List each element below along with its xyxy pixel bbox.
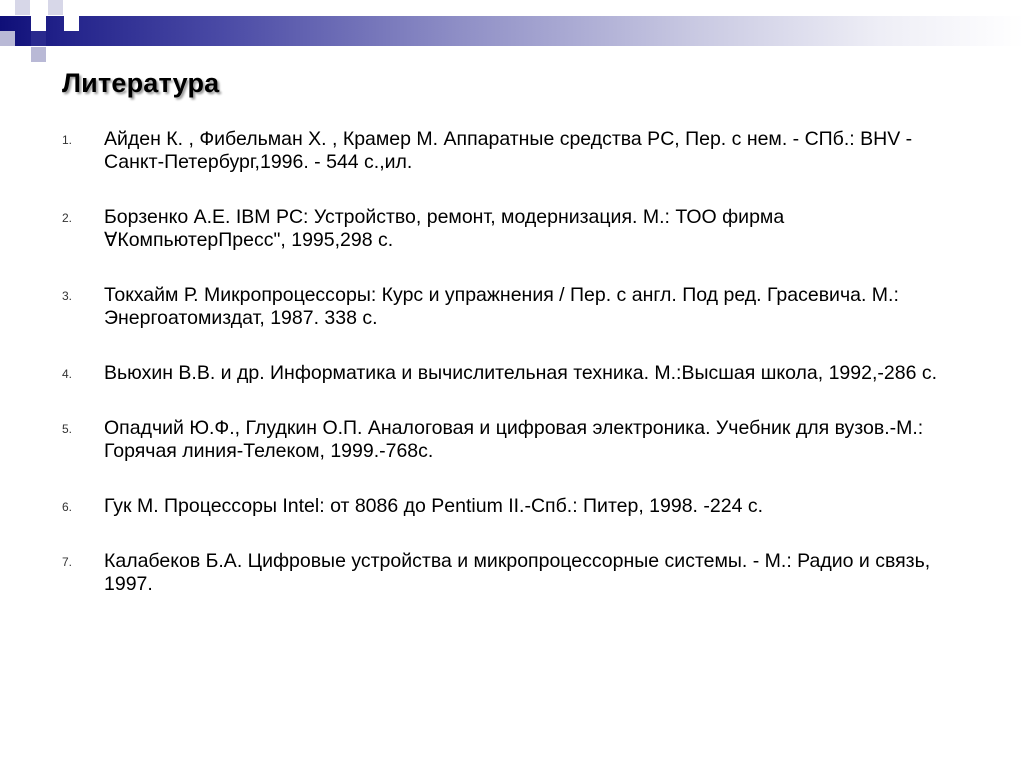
reference-text: Борзенко А.Е. IBM PC: Устройство, ремонт, модернизация. М.: ТОО фирма ∀КомпьютерПресс", 1995,298 с. bbox=[104, 206, 785, 251]
reference-text: Гук М. Процессоры Intel: от 8086 до Pentium II.-Спб.: Питер, 1998. -224 с. bbox=[104, 495, 764, 517]
reference-text: Опадчий Ю.Ф., Глудкин О.П. Аналоговая и цифровая электроника. Учебник для вузов.-М.: Горячая линия-Телеком, 1999.-768с. bbox=[104, 417, 924, 462]
reference-text: Вьюхин В.В. и др. Информатика и вычислительная техника. М.:Высшая школа, 1992,-286 с. bbox=[104, 362, 937, 384]
reference-number: 3. bbox=[62, 289, 73, 303]
reference-item bbox=[62, 284, 962, 330]
decor-square bbox=[0, 31, 15, 46]
decor-square bbox=[64, 16, 79, 31]
decor-square bbox=[15, 0, 30, 15]
reference-text: Айден К. , Фибельман Х. , Крамер М. Аппаратные средства PC, Пер. с нем. - СПб.: BHV - Санкт-Петербург,1996. - 544 с.,ил. bbox=[104, 128, 913, 173]
header-gradient-bar bbox=[0, 16, 1024, 46]
reference-number: 4. bbox=[62, 367, 73, 381]
reference-list bbox=[62, 128, 962, 628]
reference-number: 6. bbox=[62, 500, 73, 514]
reference-number: 1. bbox=[62, 133, 73, 147]
decor-square bbox=[48, 0, 63, 15]
decor-square bbox=[31, 16, 46, 31]
reference-item bbox=[62, 550, 962, 596]
slide-title: Литература bbox=[62, 68, 220, 98]
reference-number: 2. bbox=[62, 211, 73, 225]
reference-number: 5. bbox=[62, 422, 73, 436]
reference-text: Токхайм Р. Микропроцессоры: Курс и упражнения / Пер. с англ. Под ред. Грасевича. М.: Энергоатомиздат, 1987. 338 с. bbox=[104, 284, 899, 329]
reference-number: 7. bbox=[62, 555, 73, 569]
reference-item bbox=[62, 495, 962, 518]
reference-text: Калабеков Б.А. Цифровые устройства и микропроцессорные системы. - М.: Радио и связь, 1997. bbox=[104, 550, 931, 595]
reference-item bbox=[62, 362, 962, 385]
decor-square bbox=[31, 31, 46, 46]
reference-item bbox=[62, 417, 962, 463]
reference-item bbox=[62, 128, 962, 174]
decor-square bbox=[31, 47, 46, 62]
reference-item bbox=[62, 206, 962, 252]
